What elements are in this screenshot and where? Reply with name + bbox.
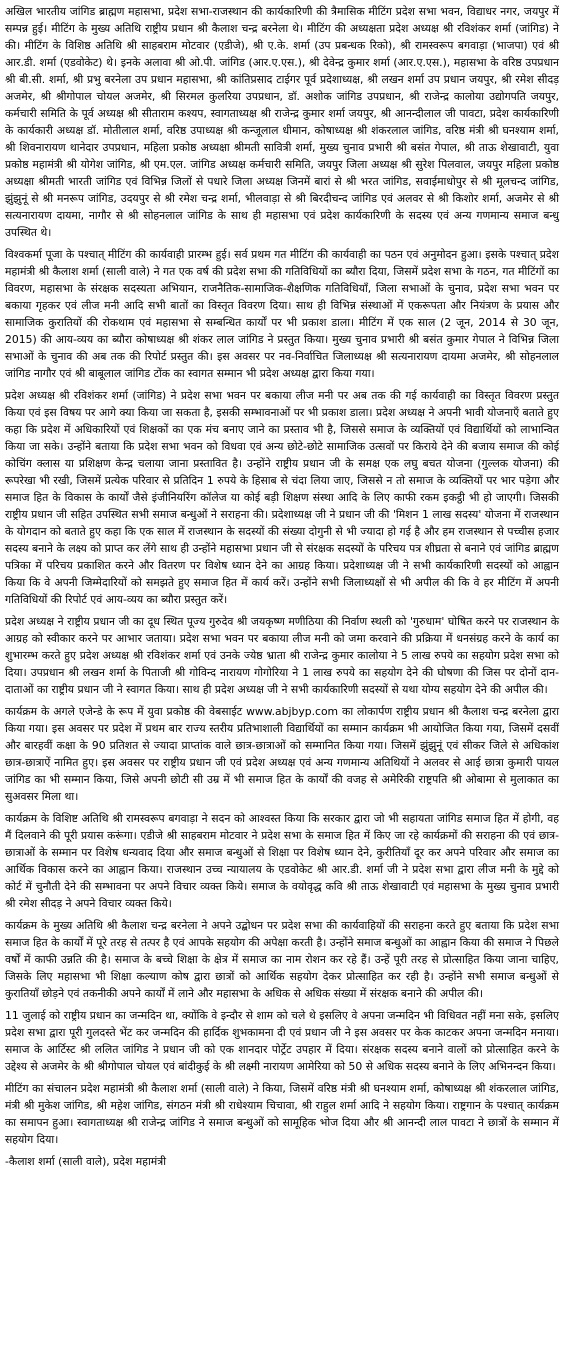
paragraph-president-address: प्रदेश अध्यक्ष श्री रविशंकर शर्मा (जांगिड) ने प्रदेश सभा भवन पर बकाया लीज मनी पर अब तक की गई कार्यवाही का विस्तृत विवरण प्रस्तुत किया एवं इस विषय पर आगे क्या किया जा सकता है, इसकी सम्भावनाओं पर भी प्रकाश डाला। प्रदेश अध्यक्ष ने अपनी भावी योजनाएँ बताते हुए कहा कि प्रदेश में अधिकारियों एवं शिक्षकों का एक मंच बनाए जाने का प्रस्ताव भी है, जिससे समाज के व्यक्तियों एवं विद्यार्थियों को लाभान्वित किया जा सके। उन्होंने बताया कि प्रदेश सभा भवन को विधवा एवं अन्य छोटे-छोटे सामाजिक उत्सवों पर किराये देने की बजाय समाज की कोई कोचिंग क्लास या प्रशिक्षण केन्द्र चलाया जाना प्रस्तावित है। उन्होंने राष्ट्रीय प्रधान जी के समक्ष एक लघु बचत योजना (गुल्लक योजना) की रूपरेखा भी रखी, जिसमें प्रत्येक परिवार से प्रतिदिन 1 रुपये के हिसाब से चंदा लिया जाए, जिससे न तो समाज के व्यक्तियों पर भार पड़ेगा और समाज हित के विकास के कार्यों जैसे इंजीनियरिंग कॉलेज या कोई बड़ी शिक्षण संस्था आदि के लिए काफी रकम इकट्ठी भी हो जाएगी। जिसकी राष्ट्रीय प्रधान जी सहित उपस्थित सभी समाज बन्धुओं ने सराहना की। प्रदेशाध्यक्ष जी ने प्रधान जी की 'मिशन 1 लाख सदस्य' योजना में राजस्थान के योगदान को बताते हुए कहा कि एक साल में राजस्थान के सदस्यों की संख्या दोगुनी से भी ज्यादा हो गई है और हम राजस्थान से पच्चीस हजार सदस्य बनाने के लक्ष्य को प्राप्त कर लेंगे साथ ही उन्होंने महासभा प्रधान जी से संरक्षक सदस्यों के परिचय पत्र शीघ्रता से बनाने एवं जांगिड ब्राह्मण पत्रिका में परिचय प्रकाशित करने और वितरण पर विशेष ध्यान देने का आग्रह किया। प्रदेशाध्यक्ष जी ने सभी कार्यकारिणी सदस्यों को आह्वान किया कि वे अपनी जिम्मेदारियों को समझते हुए समाज हित में कार्य करें। उन्होंने सभी जिलाध्यक्षों से भी अपील की कि वे हर मीटिंग में अपनी गतिविधियों की रिपोर्ट एवं आय-व्यय का ब्यौरा प्रस्तुत करें।: [5, 389, 559, 606]
paragraph-gurudham-donations: प्रदेश अध्यक्ष ने राष्ट्रीय प्रधान जी का दूध स्थित पूज्य गुरुदेव श्री जयकृष्ण मणीठिया की निर्वाण स्थली को 'गुरुधाम' घोषित करने पर राजस्थान के आग्रह को स्वीकार करने पर आभार जताया। प्रदेश सभा भवन पर बकाया लीज मनी को जमा करवाने की प्रक्रिया में धनसंग्रह करने के कार्य का शुभारम्भ करते हुए प्रदेश अध्यक्ष श्री रविशंकर शर्मा एवं उनके ज्येष्ठ भ्राता श्री राजेन्द्र कुमार कालोया ने 5 लाख रुपये का सहयोग प्रदेश सभा को दिया। उपप्रधान श्री लखन शर्मा के पिताजी श्री गोविन्द नारायण गोगोरिया ने 1 लाख रुपये का सहयोग देने की घोषणा की जिस पर दोनों दान-दाताओं का राष्ट्रीय प्रधान जी ने स्वागत किया। साथ ही प्रदेश अध्यक्ष जी ने सभी कार्यकारिणी सदस्यों से यथा योग्य सहयोग देने की अपील की।: [5, 615, 559, 696]
paragraph-chief-guest-address: कार्यक्रम के मुख्य अतिथि श्री कैलाश चन्द्र बरनेला ने अपने उद्बोधन पर प्रदेश सभा की कार्यवाहियों की सराहना करते हुए बताया कि प्रदेश सभा समाज हित के कार्यों में पूरे तरह से तत्पर है एवं आपके सहयोग की अपेक्षा करती है। उन्होंने समाज बन्धुओं का आह्वान किया की समाज ने पिछले वर्षों में काफी उन्नति की है। समाज के बच्चे शिक्षा के क्षेत्र में समाज का नाम रोशन कर रहे हैं। उन्हें पूरी तरह से प्रोत्साहित किया जाना चाहिए, जिसके लिए महासभा भी शिक्षा कल्याण कोष द्वारा छात्रों को आर्थिक सहयोग देकर प्रोत्साहित कर रही है। उन्होंने सभी समाज बन्धुओं से कुरातियाँ छोड़ने एवं तकनीकी अपने कार्यों में लाने और महासभा के अधिक से अधिक संख्या में संरक्षक बनाने की अपील की।: [5, 919, 559, 1000]
signature-line: -कैलाश शर्मा (साली वाले), प्रदेश महामंत्री: [5, 1155, 167, 1168]
paragraph-proceedings: विश्वकर्मा पूजा के पश्चात् मीटिंग की कार्यवाही प्रारम्भ हुई। सर्व प्रथम गत मीटिंग की कार्यवाही का पठन एवं अनुमोदन हुआ। इसके पश्चात् प्रदेश महामंत्री श्री कैलाश शर्मा (साली वाले) ने गत एक वर्ष की प्रदेश सभा की गतिविधियों का ब्यौरा दिया, जिसमें प्रदेश सभा के गठन, गत मीटिंगों का विवरण, महासभा के संरक्षक सदस्यता अभियान, राजनैतिक-सामाजिक-शैक्षणिक गतिविधियाँ, जिला सभाओं के चुनाव, प्रदेश सभा भवन पर बकाया गृहकर एवं लीज मनी आदि सभी बातों का विस्तृत विवरण दिया। साथ ही विभिन्न संस्थाओं में एकरूपता और नियंत्रण के प्रयास और सामाजिक कुरातियों की रोकथाम एवं महासभा से सम्बन्धित कार्यों पर भी प्रकाश डाला। मीटिंग में एक साल (2 जून, 2014 से 30 जून, 2015) की आय-व्यय का ब्यौरा कोषाध्यक्ष श्री शंकर लाल जांगिड ने प्रस्तुत किया। मुख्य चुनाव प्रभारी श्री बसंत कुमार गेपाल ने विभिन्न जिला सभाओं के चुनाव की अब तक की रिपोर्ट प्रस्तुत की। इस अवसर पर नव-निर्वाचित जिलाध्यक्ष श्री सत्यनारायण दायमा अजमेर, श्री सोहनलाल जांगिड नागौर एवं श्री बाबूलाल जांगिड टोंक का स्वागत सम्मान भी प्रदेश अध्यक्ष द्वारा किया गया।: [5, 248, 559, 380]
paragraph-closing: मीटिंग का संचालन प्रदेश महामंत्री श्री कैलाश शर्मा (साली वाले) ने किया, जिसमें वरिष्ठ मंत्री श्री घनश्याम शर्मा, कोषाध्यक्ष श्री शंकरलाल जांगिड, मंत्री श्री मुकेश जांगिड, श्री महेश जांगिड, संगठन मंत्री श्री राधेश्याम चिचावा, श्री राहुल शर्मा आदि ने सहयोग किया। राष्ट्रगान के पश्चात् कार्यक्रम का समापन हुआ। स्वागताध्यक्ष श्री राजेन्द्र जांगिड ने समाज बन्धुओं को सामूहिक भोज दिया और श्री आनन्दी लाल पावटा ने छात्रों के सम्मान में सहयोग दिया।: [5, 1082, 559, 1146]
paragraph-special-guests: कार्यक्रम के विशिष्ट अतिथि श्री रामस्वरूप बगवाड़ा ने सदन को आश्वस्त किया कि सरकार द्वारा जो भी सहायता जांगिड समाज हित में होगी, वह मैं दिलवाने की पूरी प्रयास करूंगा। एडीजे श्री साहबराम मोटवार ने प्रदेश सभा के समाज हित में किए जा रहे कार्यक्रमों की सराहना की एवं छात्र-छात्राओं के सम्मान पर विशेष धन्यवाद दिया और समाज बन्धुओं से शिक्षा पर विशेष ध्यान देने, कुरीतियाँ दूर कर अपने परिवार और समाज का आर्थिक विकास करने का आह्वान किया। राजस्थान उच्च न्यायालय के एडवोकेट श्री आर.डी. शर्मा जी ने प्रदेश सभा द्वारा लीज मनी के मुद्दे को कोर्ट में चुनौती देने की सम्भावना पर अपने विचार व्यक्त किये। समाज के वयोवृद्ध कवि श्री ताऊ शेखावाटी एवं महासभा के मुख्य चुनाव प्रभारी श्री रमेश सीदड़ ने अपने विचार व्यक्त किये।: [5, 812, 559, 910]
paragraph-meeting-attendees: अखिल भारतीय जांगिड ब्राह्मण महासभा, प्रदेश सभा-राजस्थान की कार्यकारिणी की त्रैमासिक मीटिंग प्रदेश सभा भवन, विद्याधर नगर, जयपुर में सम्पन्न हुई। मीटिंग के मुख्य अतिथि राष्ट्रीय प्रधान श्री कैलाश चन्द्र बरनेला थे। मीटिंग की अध्यक्षता प्रदेश अध्यक्ष श्री रविशंकर शर्मा (जांगिड) ने की। मीटिंग के विशिष्ठ अतिथि श्री साहबराम मोटवार (एडीजे), श्री ए.के. शर्मा (उप प्रबन्धक रिको), श्री रामस्वरूप बगवाड़ा (भाजपा) एवं श्री आर.डी. शर्मा (एडवोकेट) थे। इनके अलावा श्री ओ.पी. जांगिड (आर.ए.एस.), श्री देवेन्द्र कुमार शर्मा (आर.ए.एस.), महासभा के वरिष्ठ उपप्रधान श्री बी.सी. शर्मा, श्री प्रभु बरनेला उप प्रधान महासभा, श्री कांतिप्रसाद टाईगर पूर्व प्रदेशाध्यक्ष, श्री लखन शर्मा उप प्रधान जयपुर, श्री रमेश सीदड़ अजमेर, श्री श्रीगोपाल चोयल अजमेर, श्री सिरमल कुलरिया उपप्रधान, डॉ. अशोक जांगिड उपप्रधान, श्री राजेन्द्र कालोया उद्योगपति जयपुर, कर्मचारी समिति के पूर्व अध्यक्ष श्री सीताराम कश्यप, स्वागताध्यक्ष श्री राजेन्द्र कुमार शर्मा जयपुर, श्री आनन्दीलाल जी पावटा, प्रदेश कार्यकारिणी के कार्यकारी अध्यक्ष डॉ. मोतीलाल शर्मा, वरिष्ठ उपाध्यक्ष श्री कन्जूलाल धीमान, कोषाध्यक्ष श्री शंकरलाल जांगिड, वरिष्ठ मंत्री श्री घनश्याम शर्मा, श्री शिवनारायण थानेदार उपप्रधान, महिला प्रकोष्ठ अध्यक्षा श्रीमती सावित्री शर्मा, मुख्य चुनाव प्रभारी श्री बसंत गेपाल, श्री ताऊ शेखावाटी, युवा प्रकोष्ठ महामंत्री श्री योगेश जांगिड, श्री एम.एल. जांगिड अध्यक्ष कर्मचारी समिति, जयपुर जिला अध्यक्ष श्री सुरेश पिलवाल, जयपुर महिला प्रकोष्ठ अध्यक्षा श्रीमती भारती जांगिड एवं विभिन्न जिलों से पधारे जिला अध्यक्ष जिनमें बारां से श्री भरत जांगिड, सवाईमाधोपुर से श्री मूलचन्द जांगिड, झुंझुनूं से श्री मनरूप जांगिड, उदयपुर से श्री रमेश चन्द्र शर्मा, भीलवाड़ा से श्री बिरदीचन्द जांगिड एवं अलवर से श्री किशोर शर्मा, अजमेर से श्री सत्यनारायण दायमा, नागौर से श्री सोहनलाल जांगिड के साथ ही महासभा एवं प्रदेश कार्यकारिणी के सदस्य एवं अन्य गणमान्य समाज बन्धु उपस्थित थे।: [5, 5, 559, 239]
paragraph-birthday-celebration: 11 जुलाई को राष्ट्रीय प्रधान का जन्मदिन था, क्योंकि वे इन्दौर से शाम को चले थे इसलिए वे अपना जन्मदिन भी विधिवत नहीं मना सके, इसलिए प्रदेश सभा द्वारा पूरी गुलदस्ते भेंट कर जन्मदिन की हार्दिक शुभकामना दी एवं प्रधान जी ने इस अवसर पर केक काटकर अपना जन्मदिन मनाया। समाज के आर्टिस्ट श्री ललित जांगिड ने प्रधान जी को एक शानदार पोर्ट्रेट उपहार में दिया। संरक्षक सदस्य बनाने वालों को प्रोत्साहित करने के उद्देश्य से अजमेर के श्री श्रीगोपाल चोयल एवं बांदीकुई के श्री लक्ष्मी नारायण आमेरिया को 50 से अधिक सदस्य बनाने के लिए अभिनन्दन किया।: [5, 1009, 559, 1073]
paragraph-website-launch-felicitation: कार्यक्रम के अगले एजेन्डे के रूप में युवा प्रकोष्ठ की वेबसाईट www.abjbyp.com का लोकार्पण राष्ट्रीय प्रधान श्री कैलाश चन्द्र बरनेला द्वारा किया गया। इस अवसर पर प्रदेश में प्रथम बार राज्य स्तरीय प्रतिभाशाली विद्यार्थियों का सम्मान कार्यक्रम भी आयोजित किया गया, जिसमें दसवीं और बारहवीं कक्षा के 90 प्रतिशत से ज्यादा प्राप्तांक वाले छात्र-छात्राओं को सम्मानित किया गया। जिसमें झुंझुनूं एवं सीकर जिले से अधिकांश छात्र-छात्राऐं नामित हुए। इस अवसर पर राष्ट्रीय प्रधान जी एवं प्रदेश अध्यक्ष एवं अन्य गणमान्य अतिथियों ने अलवर से आई छात्रा कुमारी पायल जांगिड का भी सम्मान किया, जिसे अपनी छोटी सी उम्र में भी समाज हित के कार्यों की वजह से अमेरिकी राष्ट्रपति श्री ओबामा से मुलाकात का सुअवसर मिला था।: [5, 705, 559, 803]
